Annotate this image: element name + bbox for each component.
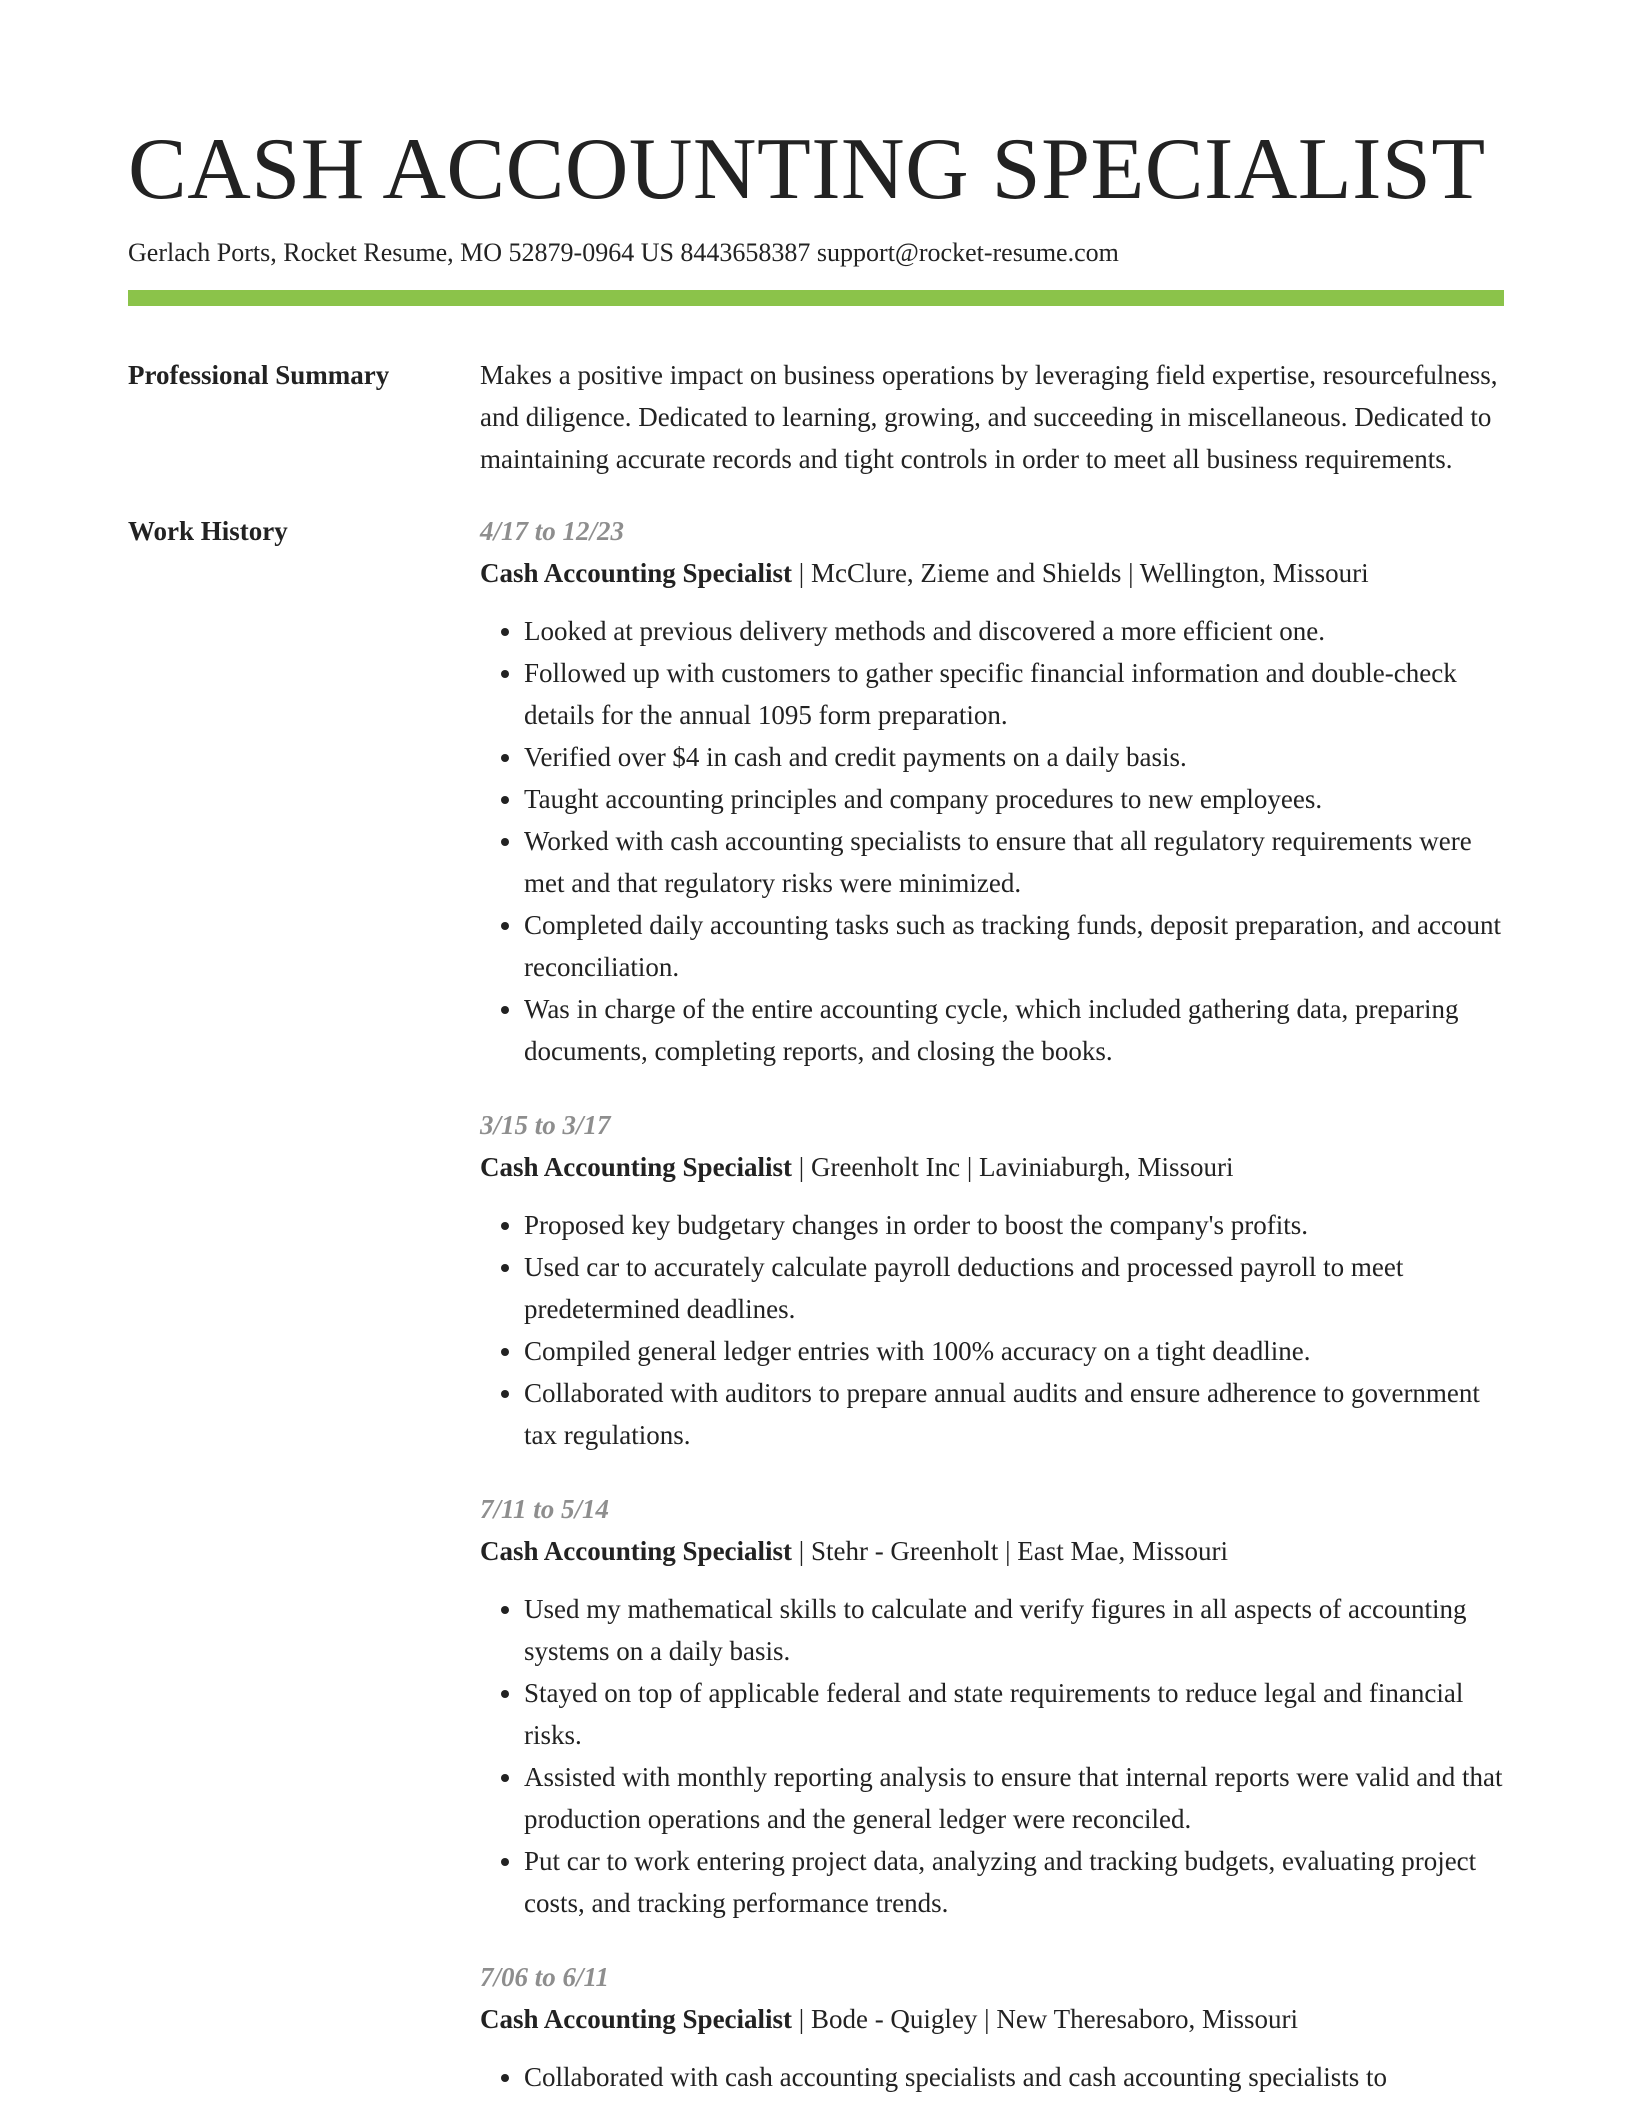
section-label-summary: Professional Summary	[128, 360, 390, 390]
summary-text: Makes a positive impact on business operations by leveraging field expertise, resourcefulness, and diligence. Dedicated to learning, growing, and succeeding in miscellaneous. Dedicated to maintaining accurate records and tight controls in order to meet all business requirements.	[480, 360, 1498, 474]
job-details: | Stehr - Greenholt | East Mae, Missouri	[792, 1536, 1229, 1566]
job-bullet: • Put car to work entering project data, analyzing and tracking budgets, evaluating project costs, and tracking performance trends.	[524, 1840, 1504, 1924]
job-details: | McClure, Zieme and Shields | Wellington, Missouri	[792, 558, 1369, 588]
job-title: Cash Accounting Specialist	[480, 1152, 793, 1182]
job-bullet: • Collaborated with auditors to prepare annual audits and ensure adherence to government tax regulations.	[524, 1372, 1504, 1456]
job-details: | Greenholt Inc | Laviniaburgh, Missouri	[792, 1152, 1234, 1182]
job-bullet: • Assisted with monthly reporting analysis to ensure that internal reports were valid and that production operations and the general ledger were reconciled.	[524, 1756, 1504, 1840]
job-bullet: • Looked at previous delivery methods and discovered a more efficient one.	[524, 610, 1504, 652]
job-bullet: • Taught accounting principles and company procedures to new employees.	[524, 778, 1504, 820]
job-bullet: • Followed up with customers to gather specific financial information and double-check details for the annual 1095 form preparation.	[524, 652, 1504, 736]
work-history-list	[480, 510, 1504, 2098]
job-bullet: • Compiled general ledger entries with 100% accuracy on a tight deadline.	[524, 1330, 1504, 1372]
job-entry	[480, 1104, 1504, 1456]
job-bullet-list	[480, 610, 1504, 1072]
job-bullet: • Completed daily accounting tasks such as tracking funds, deposit preparation, and account reconciliation.	[524, 904, 1504, 988]
job-bullet: • Proposed key budgetary changes in order to boost the company's profits.	[524, 1204, 1504, 1246]
job-bullet: • Used my mathematical skills to calculate and verify figures in all aspects of accounting systems on a daily basis.	[524, 1588, 1504, 1672]
job-dates: 7/11 to 5/14	[480, 1494, 610, 1524]
job-entry	[480, 1956, 1504, 2098]
job-title-line	[480, 552, 1504, 594]
job-entry	[480, 1488, 1504, 1924]
section-label-work-history: Work History	[128, 516, 288, 546]
job-entry	[480, 510, 1504, 1072]
job-bullet: • Was in charge of the entire accounting cycle, which included gathering data, preparing documents, completing reports, and closing the books.	[524, 988, 1504, 1072]
professional-summary-section	[128, 354, 1504, 480]
job-title: Cash Accounting Specialist	[480, 1536, 793, 1566]
job-bullet: • Collaborated with cash accounting specialists and cash accounting specialists to	[524, 2056, 1504, 2098]
job-bullet-list	[480, 2056, 1504, 2098]
job-dates: 4/17 to 12/23	[480, 516, 625, 546]
work-history-section	[128, 510, 1504, 2098]
job-dates: 3/15 to 3/17	[480, 1110, 611, 1140]
job-bullet: • Stayed on top of applicable federal and state requirements to reduce legal and financial risks.	[524, 1672, 1504, 1756]
resume-name: CASH ACCOUNTING SPECIALIST	[128, 121, 1486, 218]
job-title-line	[480, 1146, 1504, 1188]
job-title-line	[480, 1530, 1504, 1572]
job-title: Cash Accounting Specialist	[480, 2004, 793, 2034]
job-bullet: • Verified over $4 in cash and credit payments on a daily basis.	[524, 736, 1504, 778]
job-bullet: • Worked with cash accounting specialists to ensure that all regulatory requirements were met and that regulatory risks were minimized.	[524, 820, 1504, 904]
job-dates: 7/06 to 6/11	[480, 1962, 610, 1992]
job-title: Cash Accounting Specialist	[480, 558, 793, 588]
job-details: | Bode - Quigley | New Theresaboro, Missouri	[792, 2004, 1299, 2034]
job-bullet: • Used car to accurately calculate payroll deductions and processed payroll to meet predetermined deadlines.	[524, 1246, 1504, 1330]
contact-line: Gerlach Ports, Rocket Resume, MO 52879-0964 US 8443658387 support@rocket-resume.com	[128, 238, 1119, 267]
header-divider	[128, 290, 1504, 306]
job-bullet-list	[480, 1588, 1504, 1924]
resume-page	[128, 0, 1504, 2098]
job-bullet-list	[480, 1204, 1504, 1456]
job-title-line	[480, 1998, 1504, 2040]
